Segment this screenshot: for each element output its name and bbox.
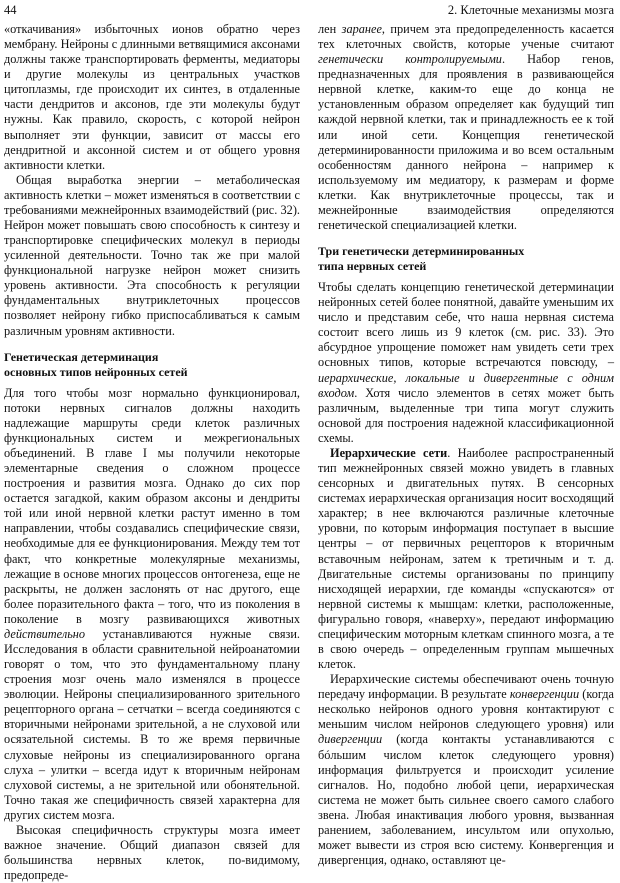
- italic-text: заранее: [341, 22, 382, 36]
- text-run: Для того чтобы мозг нормально функционировал, потоки нервных сигналов должны находить надлежащие маршруты среди клеток различных функциональных систем и межрегиональных объединений. В главе I мы получили некоторые элементарные сведения о сложном процессе построения и развития мозга. Однако до сих пор остается загадкой, каким образом аксоны и дендриты той или иной нервной клетки растут именно в том направлении, чтобы создавались специфические связи, необходимые для ее функционирования. Между тем тот факт, что конкретные молекулярные механизмы, лежащие в основе многих процессов онтогенеза, еще не раскрыты, не должен заслонять от нас другого, еще более поразительного факта – того, что из поколения в поколение в мозгу развивающихся животных: [4, 385, 300, 626]
- text-run: (когда контакты устанавливаются с бóльшим числом клеток следующего уровня) информация фильтруется и происходит усиление сигналов. Но, подобно любой цепи, иерархическая система не может быть сильнее своего самого слабого звена. Любая инактивация любого уровня, вызванная ранением, заболеванием, инсультом или опухолью, может вывести из строя всю систему. Конвергенция и дивергенция, однако, оставляют це-: [318, 732, 614, 868]
- text-run: Чтобы сделать концепцию генетической детерминации нейронных сетей более понятной, давайте уменьшим их число и представим себе, что наша нервная система состоит всего лишь из 9 клеток (см. рис. 33). Это абсурдное упрощение поможет нам увидеть сети трех основных типов, которые встречаются повсюду, –: [318, 280, 614, 370]
- italic-text: конвергенции: [509, 687, 580, 702]
- text-run: лен: [318, 22, 342, 36]
- text-run: . Набор генов, предназначенных для проявления в развивающейся нервной клетке, каким-то еще до конца не установленным образом определяет как будущий тип каждой нервной клетки, так и принадлежность ее к той или иной сети. Концепция генетической детерминированности приложима и во всем остальным особенностям данного нейрона – например к используемому им медиатору, к размерам и форме клетки. Как внутриклеточные процессы, так и межнейронные взаимодействия определяются генетической специализацией клетки.: [318, 52, 614, 233]
- text-run: . Хотя число элементов в сетях может быть различным, выделенные три типа могут служить основой для построения надежной классификационной схемы.: [318, 385, 614, 445]
- italic-text: дивергенции: [318, 732, 383, 747]
- section-heading: [4, 350, 300, 380]
- page-number: 44: [4, 3, 17, 17]
- italic-text: действительно: [4, 626, 86, 641]
- left-column: [4, 22, 300, 883]
- paragraph: [318, 672, 614, 868]
- text-run: . Наиболее распространенный тип межнейронных связей можно увидеть в главных сенсорных и двигательных путях. В сенсорных системах иерархическая организация носит восходящий характер; в нее включаются различные клеточные уровни, по которым информация поступает в высшие центры – от первичных рецепторов к вторичным вставочным нейронам, затем к третичным и т. д. Двигательные системы организованы по принципу нисходящей иерархии, где команды «спускаются» от нервной системы к мышцам: клетки, расположенные, фигурально говоря, «наверху», передают информацию специфическим моторным клеткам спинного мозга, а те в свою очередь – определенным группам мышечных клеток.: [318, 445, 614, 672]
- chapter-title: 2. Клеточные механизмы мозга: [447, 3, 614, 17]
- text-run: , причем эта предопределенность касается тех клеточных свойств, которые ученые считают: [318, 22, 615, 52]
- italic-text: генетически контролируемыми: [318, 52, 502, 67]
- paragraph: Высокая специфичность структуры мозга имеет важное значение. Общий диапазон связей для большинства нервных клеток, по-видимому, предопреде-: [4, 822, 300, 883]
- text-run: устанавливаются нужные связи. Исследования в области сравнительной нейроанатомии говорят о том, что это фундаментальному плану строения мозг очень мало изменялся в процессе эволюции. Нейроны специализированного зрительного рецепторного органа – сетчатки – всегда соединяются с вторичными нейронами зрительной, а не слуховой или осязательной системы. В то же время первичные слуховые нейроны из специализированного органа слуха – улитки – всегда идут к вторичным нейронам слуховой системы, а не зрительной или обонятельной. Точно такая же специфичность связей характерна для других систем мозга.: [4, 626, 300, 822]
- text-run: Иерархические системы обеспечивают очень точную передачу информации. В результате: [318, 672, 614, 702]
- paragraph: «откачивания» избыточных ионов обратно через мембрану. Нейроны с длинными ветвящимися аксонами должны также транспортировать ферменты, медиаторы и другие молекулы из центральных участков цитоплазмы, где происходит их синтез, в отдаленные части дендритов и аксонов, где эти молекулы будут нужны. Как правило, скорость, с которой нейрон выполняет эти функции, зависит от массы его дендритной и аксонной систем и от общего уровня активности клетки.: [4, 22, 300, 172]
- section-heading-line: Три генетически детерминированных: [318, 244, 525, 259]
- paragraph: [4, 386, 300, 823]
- right-column: [318, 22, 614, 868]
- bold-run-in-heading: Иерархические сети: [330, 445, 448, 460]
- section-heading-line: основных типов нейронных сетей: [4, 364, 188, 379]
- text-run: (когда несколько нейронов одного уровня контактируют с меньшим числом нейронов следующего уровня) или: [318, 687, 614, 732]
- paragraph: Общая выработка энергии – метаболическая активность клетки – может изменяться в соответствии с требованиями межнейронных взаимодействий (рис. 32). Нейрон может повышать свою способность к синтезу и транспортировке специфических молекул в периоды усиленной деятельности. Точно так же при малой функциональной нагрузке нейрон может снизить уровень активности. Эта способность к регуляции фундаментальных внутриклеточных процессов позволяет нейрону гибко приспосабливаться к самым различным уровням активности.: [4, 172, 300, 338]
- paragraph: [318, 280, 614, 446]
- paragraph: [318, 22, 614, 233]
- italic-text: иерархические, локальные и дивергентные с одним входом: [318, 370, 614, 400]
- section-heading-line: Генетическая детерминация: [4, 349, 159, 364]
- section-heading-line: типа нервных сетей: [318, 259, 427, 274]
- section-heading: [318, 244, 614, 274]
- paragraph: [318, 446, 614, 672]
- running-header: [4, 2, 614, 18]
